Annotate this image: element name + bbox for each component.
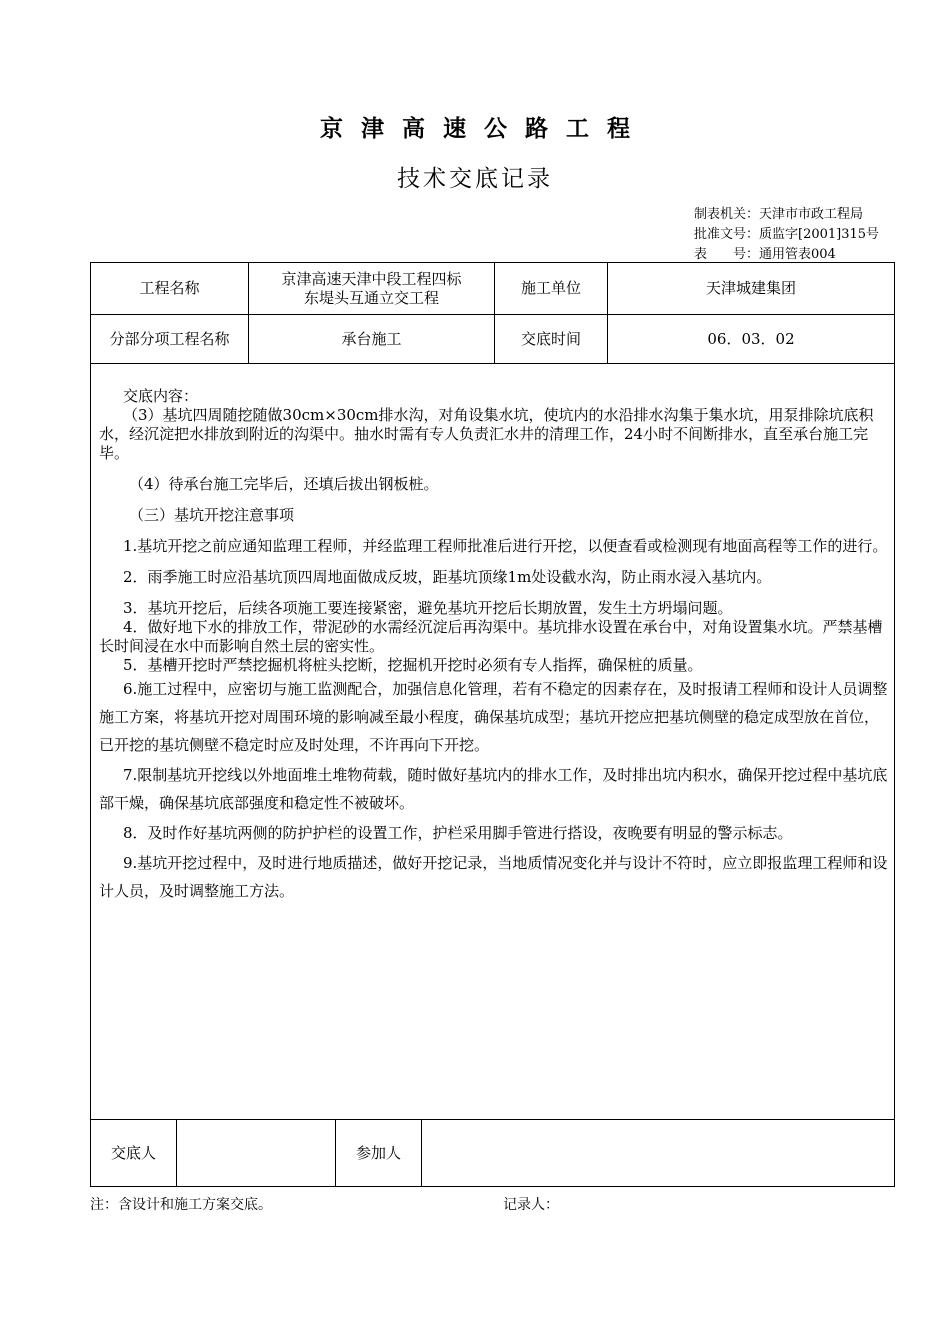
discloser-value [177, 1120, 335, 1186]
document-subtitle: 技术交底记录 [397, 166, 553, 192]
content-paragraph: 3．基坑开挖后，后续各项施工要连接紧密，避免基坑开挖后长期放置，发生土方坍塌问题。 [123, 599, 733, 617]
participant-value [422, 1120, 894, 1186]
sub-project-label: 分部分项工程名称 [109, 329, 230, 348]
content-paragraph: 4．做好地下水的排放工作，带泥砂的水需经沉淀后再沟渠中。基坑排水设置在承台中，对角设置集水坑。严禁基槽长时间浸在水中而影响自然土层的密实性。 [99, 618, 883, 655]
content-paragraph: 6.施工过程中，应密切与施工监测配合，加强信息化管理，若有不稳定的因素存在，及时报请工程师和设计人员调整施工方案，将基坑开挖对周围环境的影响减至最小程度，确保基坑成型；基坑开挖应把基坑侧壁的稳定成型放在首位，已开挖的基坑侧壁不稳定时应及时处理，不许再向下开挖。 [99, 680, 888, 754]
project-name-label: 工程名称 [139, 279, 200, 297]
content-paragraph: 2．雨季施工时应沿基坑顶四周地面做成反坡，距基坑顶缘1m处设截水沟，防止雨水浸入基坑内。 [123, 568, 772, 586]
project-name-line1: 京津高速天津中段工程四标 [281, 269, 462, 288]
approval-line: 批准文号：质监字[2001]315号 [694, 227, 880, 242]
document-title: 京津高速公路工程 [320, 116, 648, 142]
participant-label: 参加人 [355, 1143, 401, 1162]
content-heading: 交底内容： [123, 387, 199, 405]
footer-note: 注：含设计和施工方案交底。 [90, 1197, 272, 1213]
contractor-value: 天津城建集团 [705, 279, 796, 297]
project-name-value [249, 263, 494, 314]
content-paragraph: 8．及时作好基坑两侧的防护护栏的设置工作，护栏采用脚手管进行搭设，夜晚要有明显的警示标志。 [123, 824, 793, 842]
form-number-line: 表 号：通用管表004 [694, 247, 836, 262]
content-paragraph: （三）基坑开挖注意事项 [129, 506, 295, 524]
content-paragraph: （4）待承台施工完毕后，还填后拔出钢板桩。 [129, 475, 439, 493]
contractor-label: 施工单位 [520, 279, 581, 297]
disclosure-content [99, 387, 892, 905]
disclosure-table [90, 262, 895, 1187]
recorder-label: 记录人： [503, 1197, 559, 1213]
content-paragraph: （3）基坑四周随挖随做30cm×30cm排水沟，对角设集水坑，使坑内的水沿排水沟集于集水坑，用泵排除坑底积水，经沉淀把水排放到附近的沟渠中。抽水时需有专人负责汇水井的清理工作，24小时不间断排水，直至承台施工完毕。 [99, 406, 874, 462]
discloser-label: 交底人 [110, 1143, 156, 1162]
date-value: 06．03．02 [707, 329, 795, 348]
date-label: 交底时间 [520, 329, 581, 348]
content-paragraph: 9.基坑开挖过程中，及时进行地质描述，做好开挖记录，当地质情况变化并与设计不符时，应立即报监理工程师和设计人员，及时调整施工方法。 [99, 854, 888, 900]
issuer-line: 制表机关：天津市市政工程局 [694, 207, 864, 222]
content-paragraph: 5．基槽开挖时严禁挖掘机将桩头挖断，挖掘机开挖时必须有专人指挥，确保桩的质量。 [123, 656, 703, 674]
content-paragraph: 1.基坑开挖之前应通知监理工程师，并经监理工程师批准后进行开挖，以便查看或检测现有地面高程等工作的进行。 [123, 537, 888, 555]
project-name-line2: 东堤头互通立交工程 [303, 288, 439, 307]
content-paragraph: 7.限制基坑开挖线以外地面堆土堆物荷载，随时做好基坑内的排水工作，及时排出坑内积水，确保开挖过程中基坑底部干燥，确保基坑底部强度和稳定性不被破坏。 [99, 766, 888, 812]
sub-project-value: 承台施工 [341, 329, 402, 348]
